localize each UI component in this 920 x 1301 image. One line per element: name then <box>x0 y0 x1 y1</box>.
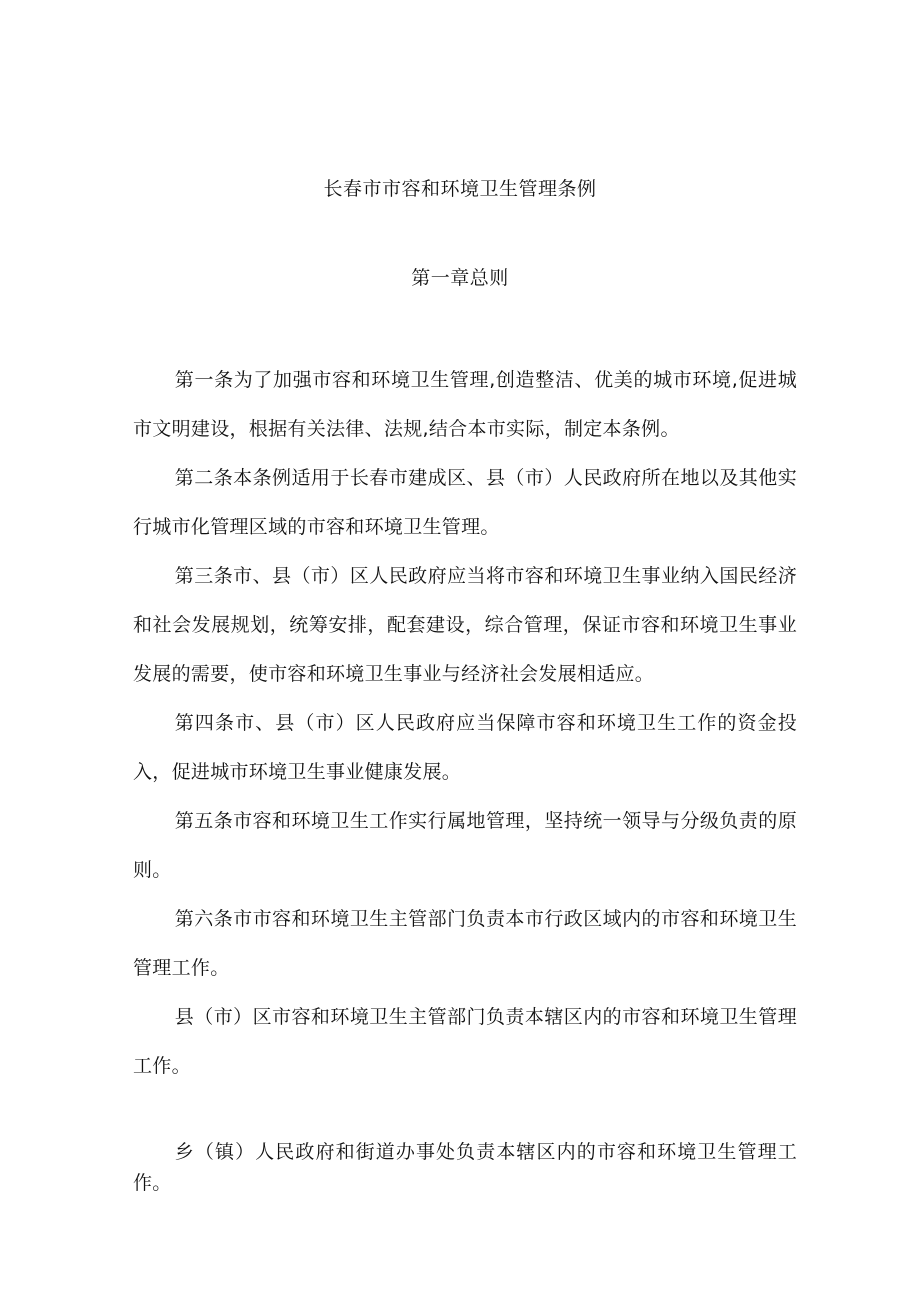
document-body <box>133 356 797 1199</box>
article-1: 第一条为了加强市容和环境卫生管理,创造整洁、优美的城市环境,促进城市文明建设，根据有关法律、法规,结合本市实际，制定本条例。 <box>133 369 797 440</box>
article-6: 第六条市市容和环境卫生主管部门负责本市行政区域内的市容和环境卫生管理工作。 <box>133 908 797 979</box>
article-6-county-clause: 县（市）区市容和环境卫生主管部门负责本辖区内的市容和环境卫生管理工作。 <box>133 1006 797 1077</box>
article-2: 第二条本条例适用于长春市建成区、县（市）人民政府所在地以及其他实行城市化管理区域的市容和环境卫生管理。 <box>133 467 797 538</box>
article-5: 第五条市容和环境卫生工作实行属地管理，坚持统一领导与分级负责的原则。 <box>133 810 797 881</box>
chapter-heading: 第一章总则 <box>411 267 509 289</box>
document-title: 长春市市容和环境卫生管理条例 <box>323 178 597 200</box>
article-4: 第四条市、县（市）区人民政府应当保障市容和环境卫生工作的资金投入，促进城市环境卫生事业健康发展。 <box>133 712 797 783</box>
article-6-township-clause: 乡（镇）人民政府和街道办事处负责本辖区内的市容和环境卫生管理工作。 <box>133 1141 797 1194</box>
article-3: 第三条市、县（市）区人民政府应当将市容和环境卫生事业纳入国民经济和社会发展规划，统筹安排，配套建设，综合管理，保证市容和环境卫生事业发展的需要，使市容和环境卫生事业与经济社会发展相适应。 <box>133 565 797 685</box>
